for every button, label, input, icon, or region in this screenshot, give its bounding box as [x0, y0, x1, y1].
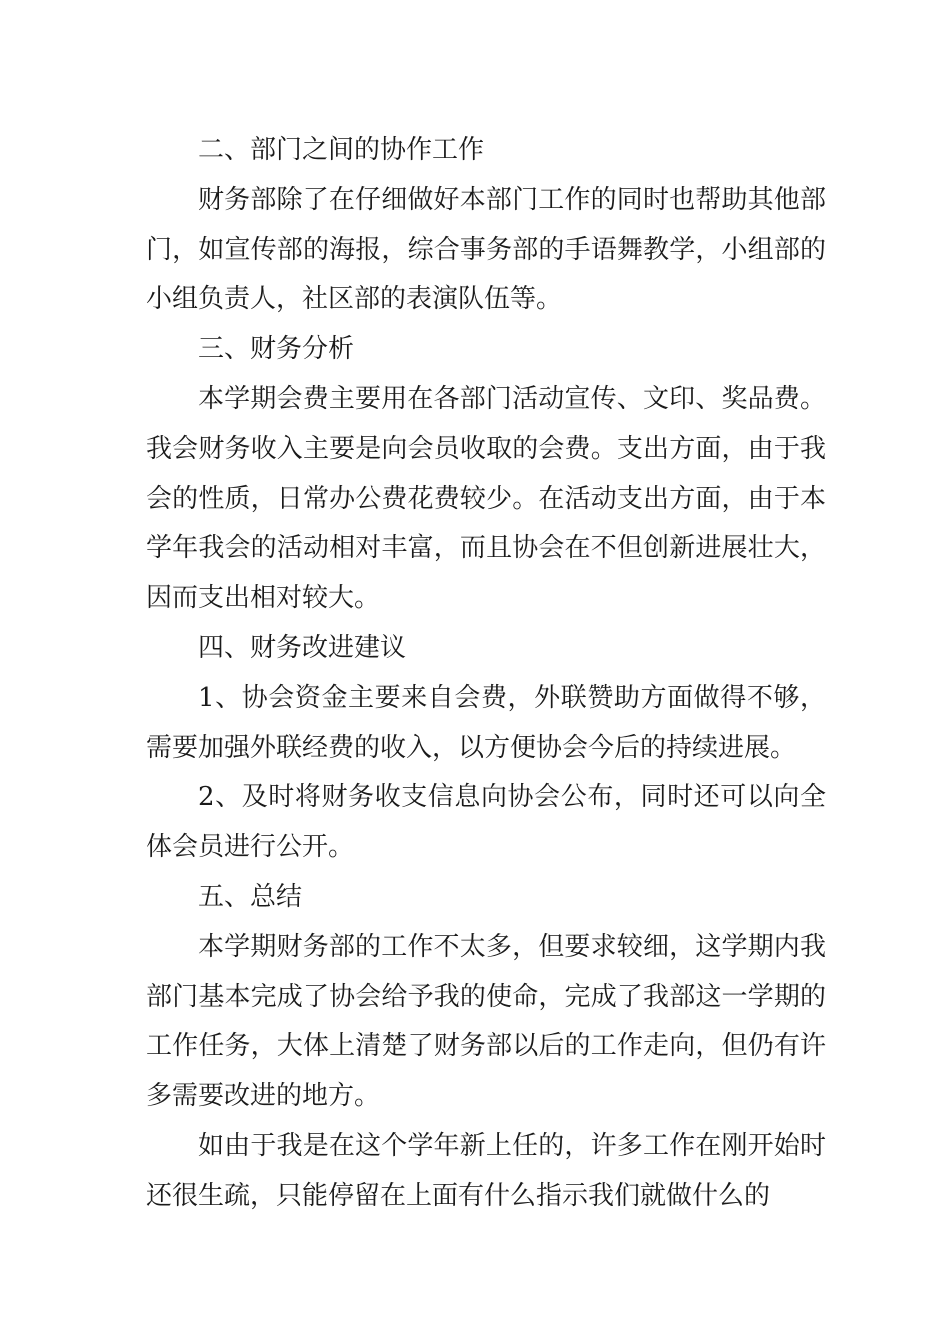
paragraph-improvement-2: 2、及时将财务收支信息向协会公布，同时还可以向全体会员进行公开。 — [146, 782, 826, 863]
paragraph-cooperation: 财务部除了在仔细做好本部门工作的同时也帮助其他部门，如宣传部的海报，综合事务部的手语舞教学，小组部的小组负责人，社区部的表演队伍等。 — [146, 184, 826, 315]
paragraph-financial-analysis: 本学期会费主要用在各部门活动宣传、文印、奖品费。我会财务收入主要是向会员收取的会费。支出方面，由于我会的性质，日常办公费花费较少。在活动支出方面，由于本学年我会的活动相对丰富，而且协会在不但创新进展壮大，因而支出相对较大。 — [146, 383, 826, 614]
section-heading-cooperation: 二、部门之间的协作工作 — [198, 135, 485, 165]
paragraph-summary-continued: 如由于我是在这个学年新上任的，许多工作在刚开始时还很生疏，只能停留在上面有什么指示我们就做什么的 — [146, 1130, 826, 1211]
section-heading-summary: 五、总结 — [198, 881, 303, 912]
document-body — [146, 126, 826, 1222]
section-heading-financial-analysis: 三、财务分析 — [198, 334, 355, 365]
paragraph-summary: 本学期财务部的工作不太多，但要求较细，这学期内我部门基本完成了协会给予我的使命，完成了我部这一学期的工作任务，大体上清楚了财务部以后的工作走向，但仍有许多需要改进的地方。 — [146, 931, 826, 1112]
paragraph-improvement-1: 1、协会资金主要来自会费，外联赞助方面做得不够，需要加强外联经费的收入，以方便协会今后的持续进展。 — [146, 682, 826, 763]
section-heading-improvement: 四、财务改进建议 — [198, 632, 407, 663]
